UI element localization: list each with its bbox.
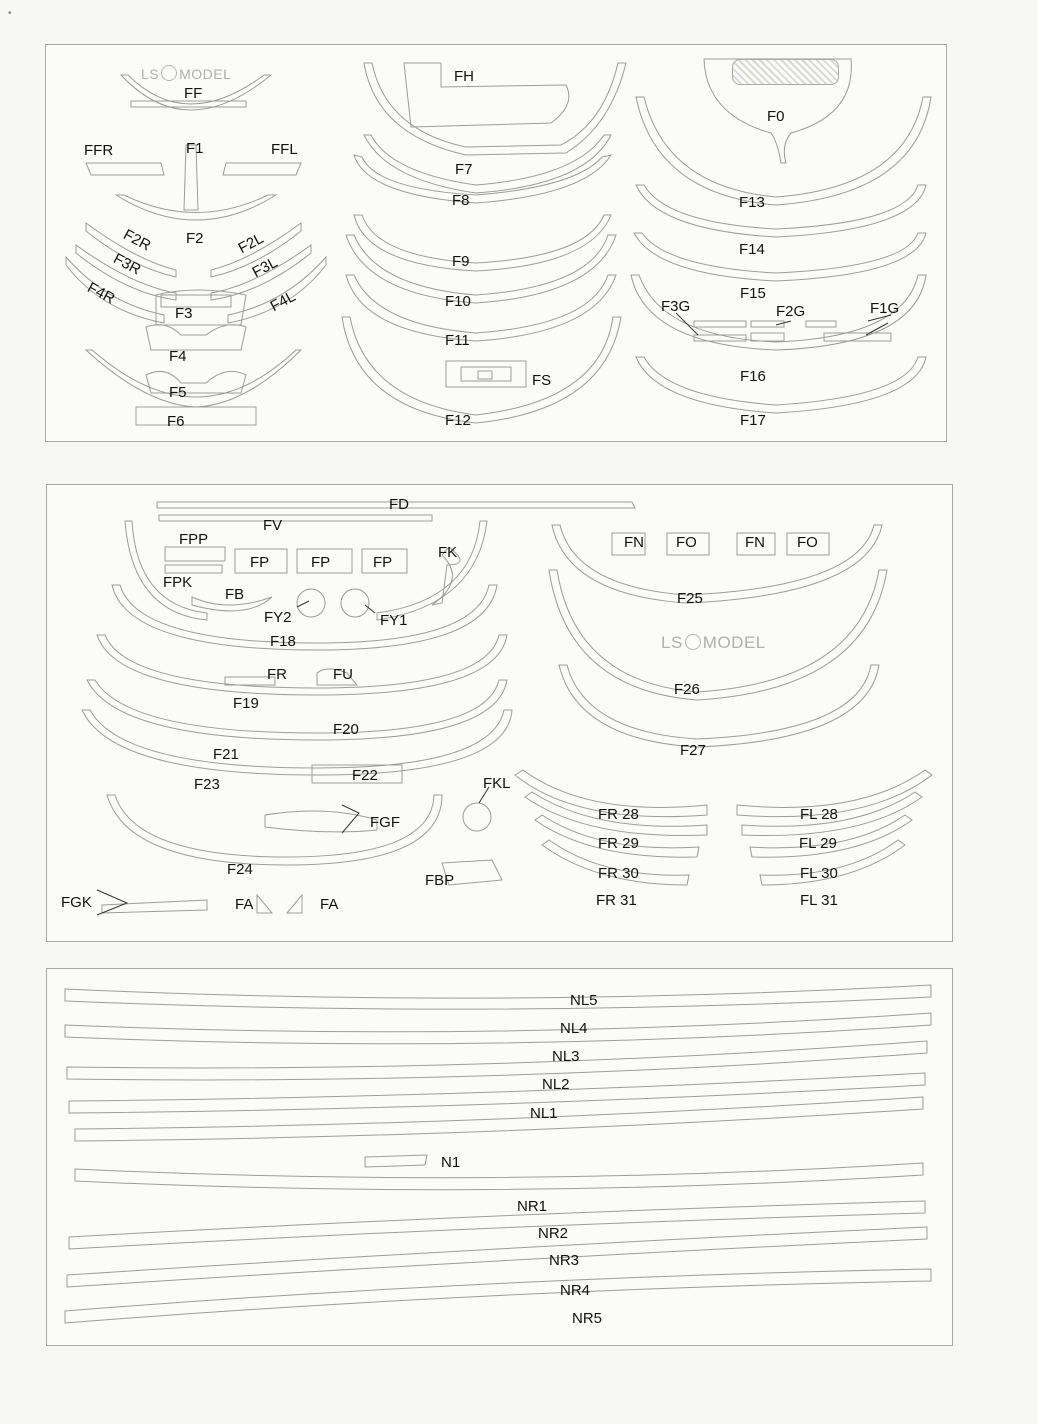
logo-text-right: MODEL [179,66,232,82]
part-label-f13: F13 [739,194,765,211]
logo-text-left: LS [141,66,160,82]
parts-sheet-middle [46,484,953,942]
part-label-nr2: NR2 [538,1225,569,1242]
part-label-fo-2: FO [797,534,818,551]
part-label-nr5: NR5 [572,1310,603,1327]
part-label-f6: F6 [167,413,185,430]
part-label-fpk: FPK [163,574,193,591]
part-label-fa-1: FA [235,896,254,913]
part-label-fy1: FY1 [380,612,408,629]
part-label-n1: N1 [441,1154,461,1171]
part-label-fr-31: FR 31 [596,892,637,909]
part-label-fa-2: FA [320,896,339,913]
part-label-fr-29: FR 29 [598,835,639,852]
part-label-f0: F0 [767,108,785,125]
part-label-f4r: F4R [84,279,118,308]
part-label-f25: F25 [677,590,703,607]
carved-ornament-graphic [732,59,839,85]
part-label-f14: F14 [739,241,765,258]
part-label-fo-1: FO [676,534,697,551]
parts-sheet-upper [45,44,947,442]
scan-speck: • [8,8,12,19]
part-label-f22: F22 [352,767,378,784]
part-label-nl2: NL2 [542,1076,570,1093]
part-label-fl-28: FL 28 [800,806,838,823]
part-label-f20: F20 [333,721,359,738]
part-label-f2g: F2G [776,303,806,320]
brand-logo [141,65,231,82]
part-label-fd: FD [389,496,409,513]
logo-mark-icon [161,65,177,81]
part-label-fgf: FGF [370,814,400,831]
part-label-ffl: FFL [271,141,298,158]
part-label-fr: FR [267,666,287,683]
part-label-f21: F21 [213,746,239,763]
part-label-f17: F17 [740,412,766,429]
part-label-fr-30: FR 30 [598,865,639,882]
part-label-nl5: NL5 [570,992,598,1009]
part-label-f23: F23 [194,776,220,793]
part-label-f16: F16 [740,368,766,385]
planking-strip-outlines [47,969,952,1345]
part-label-f15: F15 [740,285,766,302]
part-label-f7: F7 [455,161,473,178]
part-label-fp-2: FP [311,554,331,571]
part-label-f12: F12 [445,412,471,429]
part-label-fk: FK [438,544,458,561]
part-label-fl-29: FL 29 [799,835,837,852]
part-label-fkl: FKL [483,775,511,792]
part-label-f3: F3 [175,305,193,322]
part-label-fn-2: FN [745,534,765,551]
part-label-fl-30: FL 30 [800,865,838,882]
part-label-fl-31: FL 31 [800,892,838,909]
part-label-nl1: NL1 [530,1105,558,1122]
part-label-fu: FU [333,666,353,683]
part-label-f26: F26 [674,681,700,698]
logo-mark-icon [685,634,701,650]
part-label-ff: FF [184,85,203,102]
part-label-f10: F10 [445,293,471,310]
part-label-fn-1: FN [624,534,644,551]
part-label-nr1: NR1 [517,1198,548,1215]
part-label-fs: FS [532,372,552,389]
part-label-fb: FB [225,586,245,603]
part-label-f4: F4 [169,348,187,365]
part-label-f18: F18 [270,633,296,650]
part-label-f27: F27 [680,742,706,759]
part-label-fp-3: FP [373,554,393,571]
part-label-f3g: F3G [661,298,691,315]
part-label-fp-1: FP [250,554,270,571]
part-label-fh: FH [454,68,474,85]
logo-text-right: MODEL [702,633,766,652]
part-label-fr-28: FR 28 [598,806,639,823]
part-label-f24: F24 [227,861,253,878]
part-label-f2l: F2L [235,229,267,258]
part-label-f1g: F1G [870,300,900,317]
part-label-nr4: NR4 [560,1282,591,1299]
part-label-nl4: NL4 [560,1020,588,1037]
parts-sheet-lower [46,968,953,1346]
part-label-f19: F19 [233,695,259,712]
part-label-fgk: FGK [61,894,92,911]
part-label-f2r: F2R [120,226,154,255]
part-label-fv: FV [263,517,283,534]
part-label-nl3: NL3 [552,1048,580,1065]
part-label-fbp: FBP [425,872,455,889]
part-label-f8: F8 [452,192,470,209]
part-label-f5: F5 [169,384,187,401]
part-label-fpp: FPP [179,531,209,548]
part-label-f3r: F3R [110,250,144,279]
part-label-f2: F2 [186,230,204,247]
part-label-f9: F9 [452,253,470,270]
part-label-fy2: FY2 [264,609,292,626]
part-label-f4l: F4L [267,287,299,316]
part-label-f3l: F3L [249,253,281,282]
logo-text-left: LS [661,633,683,652]
part-label-f11: F11 [445,332,470,349]
brand-logo [661,633,766,653]
frame-outlines-a [46,45,946,441]
part-label-nr3: NR3 [549,1252,580,1269]
part-label-f1: F1 [186,140,204,157]
part-label-ffr: FFR [84,142,114,159]
